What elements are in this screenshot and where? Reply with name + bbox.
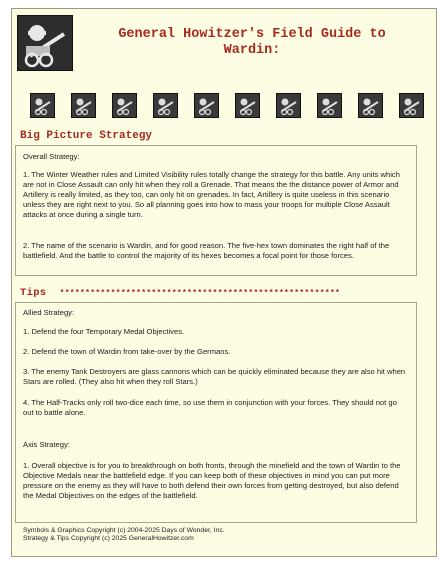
page-title	[92, 27, 412, 59]
artillery-unit-icon	[112, 93, 137, 118]
title-line-2: Wardin:	[223, 43, 281, 58]
axis-strategy-label: Axis Strategy:	[23, 440, 70, 449]
tips-divider: *******************************************************	[59, 289, 341, 298]
title-line-1: General Howitzer's Field Guide to	[118, 27, 386, 42]
howitzer-cannon-icon	[17, 15, 73, 71]
artillery-unit-icon	[153, 93, 178, 118]
big-picture-point-1: 1. The Winter Weather rules and Limited Visibility rules totally change the strategy for this battle. Any units which are not in Close Assault can only hit when they roll a Grenade. That means the the distance power of Armor and Artillery is really limited, as they too, can only hit on grenades. In fact, Artillery is quite useless in this scenario unless they are right next to you. So all planning goes into how to mass your troops for multiple Close Assault attacks at once during a single turn.	[23, 170, 400, 219]
axis-point-1: 1. Overall objective is for you to breakthrough on both fronts, through the minefield and the town of Wardin to the Objective Medals near the battlefield edge. If you can keep both of these objectives in mind you can put more pressure on the enemy as they will have to both defend their own forces from getting destroyed, but also defend the Medal Objectives on the edges of the battlefield.	[23, 461, 401, 500]
allied-strategy-label: Allied Strategy:	[23, 308, 75, 317]
artillery-unit-icon	[358, 93, 383, 118]
artillery-unit-icon	[71, 93, 96, 118]
tips-heading	[20, 287, 340, 299]
tips-label: Tips	[20, 287, 47, 299]
overall-strategy-label: Overall Strategy:	[23, 152, 80, 161]
big-picture-point-2: 2. The name of the scenario is Wardin, and for good reason. The five-hex town dominates the right half of the battlefield. And the battle to control the majority of its hexes becomes a focal point for those forces.	[23, 241, 390, 260]
footer-copyright-tips: Strategy & Tips Copyright (c) 2025 GeneralHowitzer.com	[23, 535, 194, 542]
artillery-unit-icon	[235, 93, 260, 118]
footer-copyright-graphics: Symbols & Graphics Copyright (c) 2004-2025 Days of Wonder, Inc.	[23, 527, 225, 534]
artillery-unit-icon	[317, 93, 342, 118]
allied-point-1: 1. Defend the four Temporary Medal Objectives.	[23, 327, 185, 336]
artillery-unit-icon	[399, 93, 424, 118]
artillery-unit-icon	[194, 93, 219, 118]
allied-point-3: 3. The enemy Tank Destroyers are glass cannons which can be quickly eliminated because they are also hit when Stars are rolled. (They also hit when they roll Stars.)	[23, 367, 406, 386]
allied-point-2: 2. Defend the town of Wardin from take-over by the Germans.	[23, 347, 231, 356]
big-picture-heading: Big Picture Strategy	[20, 130, 153, 142]
artillery-unit-icon	[30, 93, 55, 118]
unit-badge-row	[30, 93, 430, 121]
artillery-unit-icon	[276, 93, 301, 118]
allied-point-4: 4. The Half-Tracks only roll two-dice each time, so use them in conjunction with your forces. They should not go out to battle alone.	[23, 398, 397, 417]
